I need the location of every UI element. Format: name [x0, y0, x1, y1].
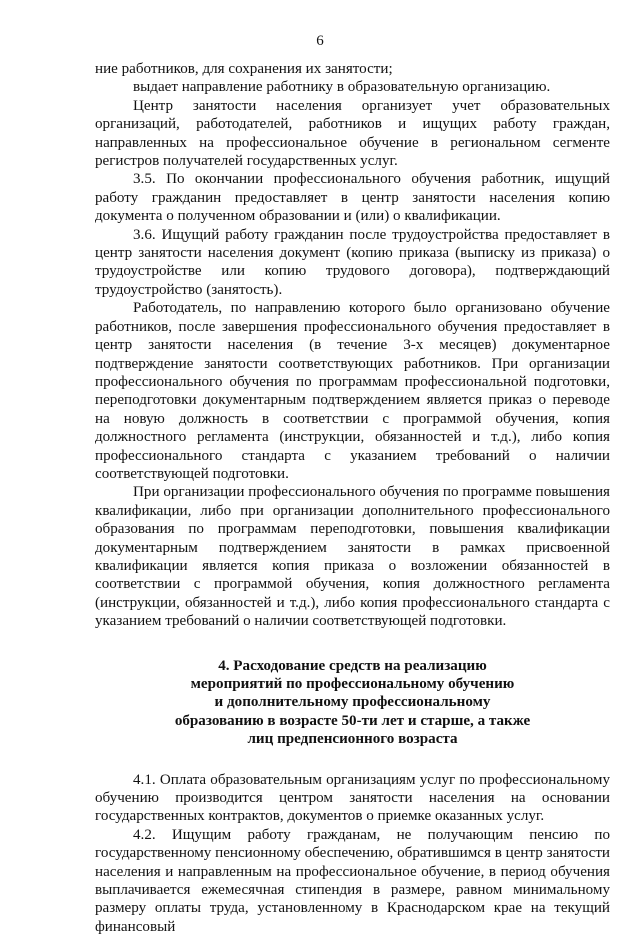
- paragraph-3-5: 3.5. По окончании профессионального обучения работник, ищущий работу гражданин предоставляет в центр занятости населения копию документа о полученном образовании и (или) о квалификации.: [95, 171, 610, 225]
- paragraph-qualification-upgrade: При организации профессионального обучения по программе повышения квалификации, либо при организации дополнительного профессионального образования по программам переподготовки, повышения квалификации документарным подтверждением занятости в рамках присвоенной квалификации является копия приказа о возложении обязанностей в соответствии с программой обучения, копия должностного регламента (инструкции, обязанностей и т.д.), либо копия профессионального стандарта с указанием требований о наличии соответствующей подготовки.: [95, 484, 610, 630]
- section-heading-line: образованию в возрасте 50-ти лет и старше, а также: [174, 712, 531, 729]
- paragraph-employment-center-records: Центр занятости населения организует учет образовательных организаций, работодателей, работников и ищущих работу граждан, направленных на профессиональное обучение в региональном сегменте регистров получателей государственных услуг.: [95, 97, 610, 170]
- section-heading-line: мероприятий по профессиональному обучению: [190, 676, 515, 692]
- section-heading: [95, 657, 610, 749]
- paragraph-4-1: 4.1. Оплата образовательным организациям услуг по профессиональному обучению производится центром занятости населения на основании государственных контрактов, документов о приемке оказанных услуг.: [95, 771, 610, 825]
- section-heading-line: и дополнительному профессиональному: [214, 694, 491, 711]
- paragraph-3-6: 3.6. Ищущий работу гражданин после трудоустройства предоставляет в центр занятости населения документ (копию приказа (выписку из приказа) о трудоустройстве или копию трудового договора), подтверждающий трудоустройство (занятость).: [95, 226, 610, 298]
- paragraph-4-2: 4.2. Ищущим работу гражданам, не получающим пенсию по государственному пенсионному обеспечению, обратившимся в центр занятости населения и направленным на профессиональное обучение, в период обучения выплачивается ежемесячная стипендия в размере, равном минимальному размеру оплаты труда, установленному в Краснодарском крае на текущий финансовый: [95, 826, 610, 935]
- document-body: [95, 60, 610, 936]
- paragraph-continuation: ние работников, для сохранения их занятости;: [95, 61, 393, 77]
- section-heading-line: 4. Расходование средств на реализацию: [218, 657, 487, 674]
- section-heading-line: лиц предпенсионного возраста: [247, 731, 458, 748]
- paragraph-referral: выдает направление работнику в образовательную организацию.: [133, 79, 551, 96]
- paragraph-employer-confirmation: Работодатель, по направлению которого было организовано обучение работников, после завершения профессионального обучения предоставляет в центр занятости населения (в течение 3-х месяцев) документарное подтверждение занятости соответствующих работников. При организации профессионального обучения по программам профессиональной подготовки, переподготовки документарным подтверждением является приказ о переводе на новую должность в соответствии с программой обучения, копия должностного регламента (инструкции, обязанностей и т.д.), либо копия профессионального стандарта с указанием требований о наличии соответствующей подготовки.: [95, 300, 610, 482]
- page-number: 6: [316, 33, 324, 49]
